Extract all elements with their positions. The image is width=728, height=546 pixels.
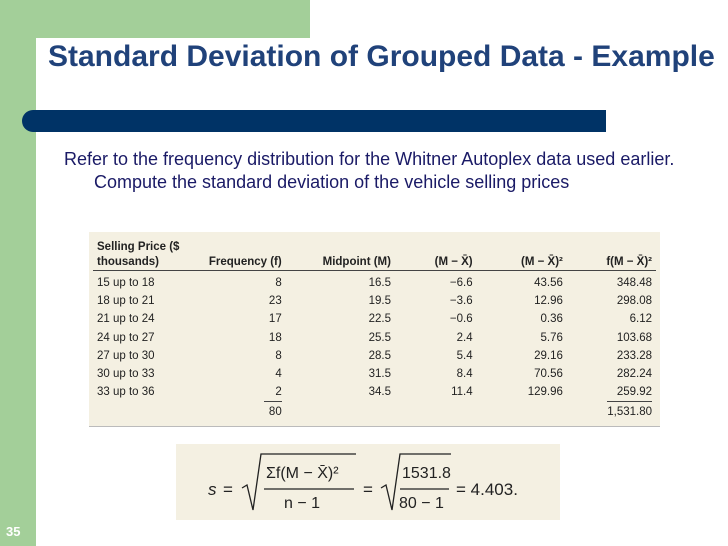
- header-deviation: [395, 236, 477, 271]
- frequency-table-panel: [89, 232, 660, 427]
- slide-title: Standard Deviation of Grouped Data - Example: [48, 40, 715, 73]
- cell-frequency: 23: [268, 295, 282, 308]
- total-sum: [567, 401, 656, 421]
- header-selling-price: [93, 236, 196, 271]
- formula-numerator: Σf(M − X̄)²: [266, 465, 339, 482]
- cell-class: 21 up to 24: [97, 313, 155, 326]
- cell-weighted-squared: 6.12: [629, 313, 652, 326]
- table-row: [93, 383, 656, 401]
- intro-text: Refer to the frequency distribution for the Whitner Autoplex data used earlier. Compute the standard deviation of the vehicle selling prices: [64, 149, 675, 192]
- table-row: [93, 365, 656, 383]
- cell-deviation: −3.6: [449, 295, 473, 308]
- cell-deviation-squared: 43.56: [534, 277, 563, 290]
- formula-denominator: n − 1: [284, 495, 321, 512]
- formula-s: s: [208, 480, 217, 499]
- title-underline-bar: [22, 110, 606, 132]
- cell-deviation: 11.4: [451, 386, 473, 399]
- cell-empty: [395, 401, 477, 421]
- cell-deviation: 5.4: [456, 349, 473, 362]
- cell-weighted-squared: 282.24: [616, 368, 652, 381]
- formula-result: = 4.403.: [456, 480, 518, 499]
- formula-panel: [176, 444, 560, 520]
- table-header-row: [93, 236, 656, 271]
- cell-empty: [477, 401, 567, 421]
- cell-class: 18 up to 21: [97, 295, 155, 308]
- table-row: [93, 292, 656, 310]
- cell-deviation: 8.4: [456, 368, 473, 381]
- cell-class: 30 up to 33: [97, 368, 155, 381]
- table-totals-row: [93, 401, 656, 421]
- table-row: [93, 271, 656, 293]
- header-label: (M − X̄): [434, 256, 473, 268]
- cell-empty: [93, 401, 196, 421]
- header-label: Selling Price ($ thousands): [97, 241, 180, 268]
- cell-deviation-squared: 0.36: [540, 313, 563, 326]
- formula-num-value: 1531.8: [402, 465, 451, 482]
- cell-deviation: 2.4: [456, 331, 473, 344]
- formula-den-value: 80 − 1: [399, 495, 444, 512]
- cell-deviation-squared: 129.96: [527, 386, 563, 399]
- cell-frequency: 17: [268, 313, 282, 326]
- std-dev-formula: [176, 444, 560, 520]
- cell-frequency: 8: [275, 349, 282, 362]
- cell-empty: [286, 401, 395, 421]
- cell-deviation-squared: 12.96: [534, 295, 563, 308]
- header-label: (M − X̄)²: [521, 256, 563, 268]
- table-row: [93, 347, 656, 365]
- header-midpoint: [286, 236, 395, 271]
- formula-equals-2: =: [363, 480, 373, 499]
- cell-weighted-squared: 298.08: [616, 295, 652, 308]
- cell-deviation-squared: 29.16: [534, 349, 563, 362]
- top-accent-block: [0, 0, 310, 38]
- cell-weighted-squared: 348.48: [616, 277, 652, 290]
- cell-frequency: 4: [275, 368, 282, 381]
- total-frequency-value: 80: [264, 401, 282, 421]
- header-label: f(M − X̄)²: [606, 256, 652, 268]
- cell-midpoint: 31.5: [368, 368, 391, 381]
- cell-midpoint: 34.5: [368, 386, 391, 399]
- cell-weighted-squared: 103.68: [616, 331, 652, 344]
- cell-midpoint: 16.5: [368, 277, 391, 290]
- slide-number: 35: [6, 524, 21, 539]
- cell-frequency: 18: [268, 331, 282, 344]
- header-label: Frequency (f): [208, 256, 282, 268]
- cell-deviation: −0.6: [449, 313, 473, 326]
- cell-frequency: 2: [275, 386, 282, 399]
- cell-frequency: 8: [275, 277, 282, 290]
- header-deviation-squared: [477, 236, 567, 271]
- table-row: [93, 329, 656, 347]
- cell-class: 24 up to 27: [97, 331, 155, 344]
- left-accent-band: [0, 0, 36, 546]
- formula-equals-1: =: [223, 480, 233, 499]
- cell-midpoint: 28.5: [368, 349, 391, 362]
- cell-midpoint: 22.5: [368, 313, 391, 326]
- header-weighted-squared: [567, 236, 656, 271]
- table-row: [93, 310, 656, 328]
- total-sum-value: 1,531.80: [607, 401, 652, 421]
- cell-deviation-squared: 5.76: [540, 331, 563, 344]
- cell-class: 27 up to 30: [97, 349, 155, 362]
- frequency-table: [93, 236, 656, 421]
- cell-midpoint: 19.5: [368, 295, 391, 308]
- cell-weighted-squared: 233.28: [616, 349, 652, 362]
- cell-deviation: −6.6: [449, 277, 473, 290]
- cell-weighted-squared: 259.92: [616, 386, 652, 399]
- header-label: Midpoint (M): [322, 256, 391, 268]
- total-frequency: [196, 401, 286, 421]
- header-frequency: [196, 236, 286, 271]
- cell-midpoint: 25.5: [368, 331, 391, 344]
- cell-class: 15 up to 18: [97, 277, 155, 290]
- cell-deviation-squared: 70.56: [534, 368, 563, 381]
- cell-class: 33 up to 36: [97, 386, 155, 399]
